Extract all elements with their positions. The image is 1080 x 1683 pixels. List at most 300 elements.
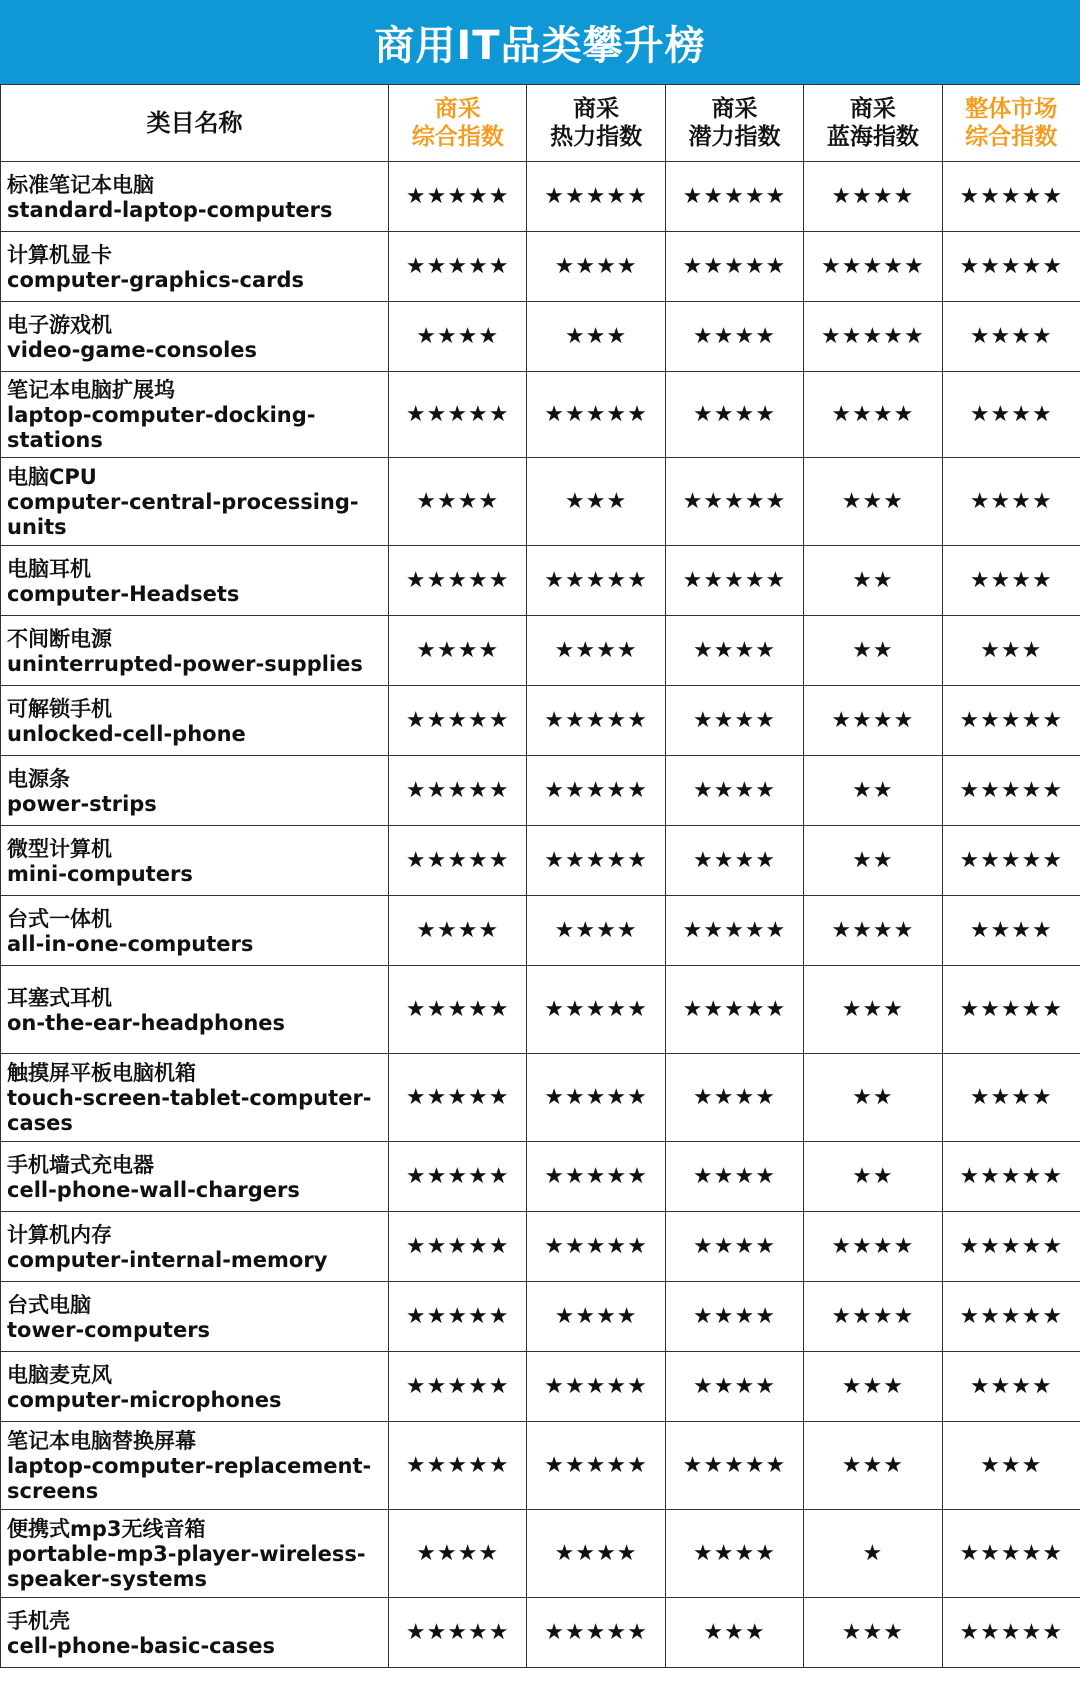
category-name-zh: 不间断电源 [7, 626, 112, 651]
star-rating-cell [804, 1142, 942, 1212]
category-cell [1, 1598, 389, 1668]
star-rating: ★★★★★ [682, 254, 787, 279]
star-rating: ★★★★★ [682, 184, 787, 209]
category-name-en: all-in-one-computers [7, 931, 254, 956]
star-rating-cell [942, 302, 1080, 372]
category-cell [1, 372, 389, 458]
star-rating: ★★★★ [693, 1085, 776, 1110]
star-rating-cell [389, 1212, 527, 1282]
table-row [1, 966, 1080, 1054]
header-overall-market-composite-index [942, 85, 1080, 162]
header-procurement-blue-ocean-index [804, 85, 942, 162]
category-cell [1, 1054, 389, 1142]
star-rating: ★★★★ [416, 324, 500, 349]
star-rating: ★★★★★ [544, 778, 648, 803]
star-rating-cell [665, 1142, 803, 1212]
star-rating: ★★★★★ [959, 1541, 1064, 1566]
category-name-en: video-game-consoles [7, 337, 258, 362]
category-name-en: computer-Headsets [7, 581, 240, 606]
category-cell [1, 686, 389, 756]
star-rating-cell [665, 826, 803, 896]
star-rating-cell [804, 162, 942, 232]
star-rating: ★★★★★ [682, 489, 787, 514]
star-rating-cell [389, 1282, 527, 1352]
star-rating-cell [665, 756, 803, 826]
star-rating-cell [942, 232, 1080, 302]
star-rating: ★★ [852, 638, 894, 663]
star-rating-cell [942, 1212, 1080, 1282]
star-rating-cell [665, 162, 803, 232]
star-rating-cell [389, 1598, 527, 1668]
table-row [1, 1352, 1080, 1422]
star-rating-cell [942, 1598, 1080, 1668]
star-rating-cell [665, 1598, 803, 1668]
star-rating-cell [665, 1422, 803, 1510]
star-rating: ★★★★★ [544, 184, 648, 209]
star-rating: ★★★★ [554, 638, 638, 663]
star-rating-cell [804, 1352, 942, 1422]
star-rating: ★★★★★ [544, 708, 648, 733]
star-rating-cell [665, 232, 803, 302]
star-rating-cell [804, 302, 942, 372]
star-rating: ★★★★ [831, 1234, 915, 1259]
star-rating-cell [665, 896, 803, 966]
category-cell [1, 162, 389, 232]
star-rating: ★★★ [980, 638, 1043, 663]
category-name-zh: 电源条 [7, 766, 70, 791]
star-rating-cell [804, 1422, 942, 1510]
star-rating-cell [665, 1054, 803, 1142]
star-rating-cell [389, 616, 527, 686]
category-cell [1, 546, 389, 616]
star-rating: ★★★★★ [821, 254, 925, 279]
category-name-en: cell-phone-wall-chargers [7, 1177, 300, 1202]
star-rating: ★★★★★ [405, 568, 510, 593]
star-rating-cell [527, 546, 665, 616]
star-rating: ★★★★ [969, 918, 1053, 943]
category-name-en: mini-computers [7, 861, 193, 886]
star-rating: ★★★★★ [959, 1620, 1064, 1645]
header-line: 热力指数 [550, 124, 643, 150]
star-rating: ★★★★ [554, 254, 638, 279]
star-rating: ★★★ [565, 324, 628, 349]
star-rating: ★★★★★ [544, 1085, 648, 1110]
star-rating: ★★★★★ [959, 1234, 1064, 1259]
star-rating-cell [527, 302, 665, 372]
star-rating-cell [942, 1142, 1080, 1212]
table-body [1, 162, 1080, 1668]
category-name-zh: 电脑麦克风 [7, 1362, 112, 1387]
category-name-zh: 台式一体机 [7, 906, 112, 931]
star-rating: ★★★★ [416, 918, 500, 943]
star-rating: ★★★★★ [405, 1164, 510, 1189]
star-rating-cell [804, 546, 942, 616]
category-cell [1, 1510, 389, 1598]
star-rating: ★★★★ [693, 1541, 776, 1566]
category-name-en: power-strips [7, 791, 157, 816]
table-row [1, 756, 1080, 826]
star-rating-cell [389, 1422, 527, 1510]
table-row [1, 686, 1080, 756]
table-row [1, 616, 1080, 686]
star-rating-cell [942, 458, 1080, 546]
star-rating: ★★★★★ [682, 997, 787, 1022]
star-rating-cell [527, 756, 665, 826]
star-rating: ★★★★ [831, 918, 915, 943]
star-rating: ★★ [852, 568, 894, 593]
category-name-zh: 手机壳 [7, 1608, 70, 1633]
category-name-zh: 便携式mp3无线音箱 [7, 1517, 206, 1541]
star-rating: ★★★★★ [544, 1453, 648, 1478]
star-rating-cell [389, 546, 527, 616]
header-line: 综合指数 [965, 124, 1058, 150]
star-rating-cell [389, 966, 527, 1054]
category-name-en: cell-phone-basic-cases [7, 1633, 276, 1658]
header-line: 商采 [711, 96, 758, 122]
star-rating: ★★★ [841, 1374, 904, 1399]
star-rating-cell [942, 1054, 1080, 1142]
star-rating: ★★★★ [969, 1374, 1053, 1399]
star-rating-cell [527, 1282, 665, 1352]
star-rating: ★★★★★ [405, 708, 510, 733]
star-rating-cell [665, 458, 803, 546]
star-rating-cell [804, 616, 942, 686]
header-line: 类目名称 [146, 109, 243, 137]
star-rating-cell [389, 302, 527, 372]
star-rating-cell [527, 1212, 665, 1282]
star-rating: ★★★★ [416, 1541, 500, 1566]
star-rating: ★★★★★ [544, 848, 648, 873]
category-name-zh: 电子游戏机 [7, 312, 112, 337]
category-name-zh: 计算机内存 [7, 1222, 112, 1247]
star-rating: ★★★★★ [959, 1164, 1064, 1189]
star-rating: ★★★★ [831, 402, 915, 427]
star-rating: ★★★★ [416, 489, 500, 514]
star-rating-cell [389, 1510, 527, 1598]
category-name-en: uninterrupted-power-supplies [7, 651, 363, 676]
category-cell [1, 896, 389, 966]
star-rating: ★★★★★ [682, 918, 787, 943]
star-rating: ★★★★ [969, 324, 1053, 349]
table-row [1, 1212, 1080, 1282]
table-row [1, 826, 1080, 896]
star-rating: ★★★★ [693, 402, 776, 427]
star-rating: ★★★★ [554, 1304, 638, 1329]
star-rating: ★★ [852, 848, 894, 873]
star-rating: ★★★★★ [959, 778, 1064, 803]
star-rating: ★★★★ [693, 1304, 776, 1329]
category-name-en: portable-mp3-player-wireless-speaker-systems [7, 1542, 366, 1591]
star-rating: ★★★★★ [405, 997, 510, 1022]
star-rating-cell [527, 1352, 665, 1422]
star-rating: ★★★★★ [959, 997, 1064, 1022]
category-name-en: computer-graphics-cards [7, 267, 305, 292]
star-rating: ★★★★★ [405, 778, 510, 803]
category-cell [1, 966, 389, 1054]
category-name-en: computer-microphones [7, 1387, 282, 1412]
star-rating-cell [665, 1510, 803, 1598]
category-name-en: on-the-ear-headphones [7, 1010, 286, 1035]
star-rating-cell [942, 1510, 1080, 1598]
star-rating: ★★★★★ [544, 568, 648, 593]
star-rating-cell [665, 966, 803, 1054]
star-rating-cell [804, 756, 942, 826]
star-rating-cell [804, 1212, 942, 1282]
star-rating-cell [942, 686, 1080, 756]
star-rating: ★★★★★ [821, 324, 925, 349]
category-name-en: tower-computers [7, 1317, 211, 1342]
star-rating-cell [527, 616, 665, 686]
star-rating-cell [942, 1282, 1080, 1352]
star-rating: ★★★★ [969, 402, 1053, 427]
category-name-zh: 笔记本电脑扩展坞 [7, 378, 175, 402]
star-rating-cell [527, 966, 665, 1054]
star-rating-cell [527, 896, 665, 966]
table-row [1, 162, 1080, 232]
star-rating-cell [527, 1598, 665, 1668]
star-rating-cell [804, 686, 942, 756]
star-rating: ★★★★ [693, 848, 776, 873]
star-rating-cell [527, 232, 665, 302]
star-rating-cell [389, 826, 527, 896]
star-rating-cell [942, 756, 1080, 826]
star-rating: ★★★★★ [544, 997, 648, 1022]
header-procurement-composite-index [389, 85, 527, 162]
star-rating: ★★★★ [693, 1234, 776, 1259]
star-rating: ★★★★★ [959, 184, 1064, 209]
star-rating-cell [665, 616, 803, 686]
star-rating: ★★★★★ [959, 848, 1064, 873]
star-rating-cell [942, 896, 1080, 966]
star-rating: ★★★★★ [959, 1304, 1064, 1329]
star-rating: ★★★★★ [544, 1164, 648, 1189]
star-rating-cell [527, 458, 665, 546]
star-rating: ★★★★ [969, 1085, 1053, 1110]
star-rating: ★★★★ [693, 778, 776, 803]
header-line: 商采 [849, 96, 896, 122]
star-rating: ★★★★ [693, 1164, 776, 1189]
category-name-zh: 手机墙式充电器 [7, 1152, 154, 1177]
star-rating: ★★★★★ [544, 1374, 648, 1399]
header-row [1, 85, 1080, 162]
star-rating: ★★★★ [693, 708, 776, 733]
star-rating-cell [804, 1282, 942, 1352]
star-rating-cell [527, 1422, 665, 1510]
category-name-zh: 计算机显卡 [7, 242, 112, 267]
table-row [1, 372, 1080, 458]
star-rating: ★★★★ [693, 638, 776, 663]
header-line: 商采 [573, 96, 620, 122]
star-rating-cell [527, 372, 665, 458]
star-rating: ★★ [852, 1085, 894, 1110]
star-rating: ★★★ [703, 1620, 766, 1645]
star-rating-cell [389, 756, 527, 826]
star-rating-cell [665, 1212, 803, 1282]
star-rating-cell [804, 458, 942, 546]
table-row [1, 1282, 1080, 1352]
category-name-en: touch-screen-tablet-computer-cases [7, 1086, 372, 1135]
star-rating-cell [665, 302, 803, 372]
category-cell [1, 1142, 389, 1212]
star-rating: ★★★★★ [959, 254, 1064, 279]
header-procurement-potential-index [665, 85, 803, 162]
star-rating-cell [527, 826, 665, 896]
category-name-zh: 电脑CPU [7, 465, 97, 489]
star-rating: ★★★ [980, 1453, 1043, 1478]
ranking-table [0, 84, 1080, 1668]
star-rating: ★★★★ [554, 1541, 638, 1566]
header-line: 商采 [434, 96, 481, 122]
star-rating-cell [665, 546, 803, 616]
star-rating-cell [942, 616, 1080, 686]
category-name-zh: 笔记本电脑替换屏幕 [7, 1429, 196, 1453]
star-rating: ★★ [852, 778, 894, 803]
category-name-en: standard-laptop-computers [7, 197, 333, 222]
table-row [1, 1142, 1080, 1212]
category-cell [1, 232, 389, 302]
category-name-zh: 耳塞式耳机 [7, 985, 112, 1010]
star-rating: ★★★ [841, 489, 904, 514]
header-line: 潜力指数 [688, 124, 781, 150]
star-rating-cell [389, 458, 527, 546]
category-name-en: laptop-computer-replacement-screens [7, 1454, 372, 1503]
category-cell [1, 1282, 389, 1352]
category-cell [1, 1422, 389, 1510]
table-row [1, 546, 1080, 616]
category-name-zh: 微型计算机 [7, 836, 112, 861]
table-row [1, 1510, 1080, 1598]
category-cell [1, 458, 389, 546]
table-row [1, 1054, 1080, 1142]
star-rating: ★★★★★ [405, 1304, 510, 1329]
star-rating-cell [389, 1054, 527, 1142]
category-name-en: computer-central-processing-units [7, 490, 359, 539]
star-rating-cell [389, 232, 527, 302]
category-name-zh: 可解锁手机 [7, 696, 112, 721]
category-cell [1, 826, 389, 896]
category-name-en: unlocked-cell-phone [7, 721, 246, 746]
star-rating: ★★★★ [831, 184, 915, 209]
star-rating-cell [804, 372, 942, 458]
table-row [1, 232, 1080, 302]
table-row [1, 896, 1080, 966]
star-rating: ★★★★ [969, 568, 1053, 593]
star-rating-cell [527, 686, 665, 756]
star-rating: ★★★★ [416, 638, 500, 663]
star-rating-cell [665, 372, 803, 458]
header-procurement-heat-index [527, 85, 665, 162]
star-rating: ★★★★★ [405, 184, 510, 209]
table-row [1, 302, 1080, 372]
star-rating: ★★★★★ [405, 1085, 510, 1110]
star-rating: ★★★★★ [405, 848, 510, 873]
category-name-en: laptop-computer-docking-stations [7, 403, 316, 452]
star-rating-cell [527, 1510, 665, 1598]
star-rating-cell [389, 1142, 527, 1212]
star-rating-cell [804, 966, 942, 1054]
star-rating: ★★★ [841, 1453, 904, 1478]
star-rating: ★★ [852, 1164, 894, 1189]
star-rating: ★★★★★ [405, 1453, 510, 1478]
star-rating: ★★★★★ [405, 254, 510, 279]
category-cell [1, 616, 389, 686]
star-rating-cell [804, 1510, 942, 1598]
star-rating: ★★★★★ [959, 708, 1064, 733]
star-rating-cell [389, 162, 527, 232]
title-banner [0, 0, 1080, 84]
table-row [1, 458, 1080, 546]
category-name-en: computer-internal-memory [7, 1247, 328, 1272]
star-rating: ★★★★★ [405, 1374, 510, 1399]
star-rating: ★★★★★ [544, 402, 648, 427]
star-rating-cell [665, 1282, 803, 1352]
header-line: 整体市场 [965, 96, 1058, 122]
category-name-zh: 触摸屏平板电脑机箱 [7, 1061, 196, 1085]
star-rating: ★★★★ [969, 489, 1053, 514]
star-rating-cell [804, 1598, 942, 1668]
star-rating: ★★★★★ [544, 1620, 648, 1645]
star-rating: ★★★★★ [682, 568, 787, 593]
category-cell [1, 302, 389, 372]
star-rating-cell [804, 232, 942, 302]
star-rating-cell [942, 1422, 1080, 1510]
header-line: 蓝海指数 [826, 124, 919, 150]
star-rating: ★★★★★ [405, 1620, 510, 1645]
star-rating-cell [665, 686, 803, 756]
star-rating: ★★★★★ [544, 1234, 648, 1259]
star-rating: ★★★★ [693, 324, 776, 349]
star-rating-cell [804, 896, 942, 966]
star-rating-cell [389, 372, 527, 458]
star-rating: ★★★★★ [682, 1453, 787, 1478]
star-rating: ★★★ [565, 489, 628, 514]
star-rating-cell [527, 1142, 665, 1212]
star-rating-cell [804, 1054, 942, 1142]
category-cell [1, 1352, 389, 1422]
star-rating: ★★★★ [831, 708, 915, 733]
table-row [1, 1422, 1080, 1510]
star-rating-cell [804, 826, 942, 896]
star-rating-cell [527, 1054, 665, 1142]
header-line: 综合指数 [411, 124, 504, 150]
header-category-name [1, 85, 389, 162]
star-rating-cell [665, 1352, 803, 1422]
star-rating-cell [942, 372, 1080, 458]
star-rating: ★★★★ [693, 1374, 776, 1399]
star-rating-cell [389, 686, 527, 756]
star-rating: ★ [862, 1541, 884, 1566]
star-rating-cell [389, 1352, 527, 1422]
star-rating: ★★★★★ [405, 402, 510, 427]
category-cell [1, 1212, 389, 1282]
star-rating-cell [942, 826, 1080, 896]
star-rating-cell [942, 162, 1080, 232]
category-cell [1, 756, 389, 826]
star-rating: ★★★ [841, 997, 904, 1022]
table-row [1, 1598, 1080, 1668]
star-rating: ★★★ [841, 1620, 904, 1645]
star-rating: ★★★★★ [405, 1234, 510, 1259]
star-rating-cell [942, 546, 1080, 616]
star-rating-cell [942, 966, 1080, 1054]
category-name-zh: 标准笔记本电脑 [7, 172, 154, 197]
page-title: 商用IT品类攀升榜 [374, 22, 706, 69]
category-name-zh: 台式电脑 [7, 1292, 91, 1317]
star-rating-cell [942, 1352, 1080, 1422]
star-rating: ★★★★ [554, 918, 638, 943]
star-rating-cell [389, 896, 527, 966]
category-name-zh: 电脑耳机 [7, 556, 91, 581]
